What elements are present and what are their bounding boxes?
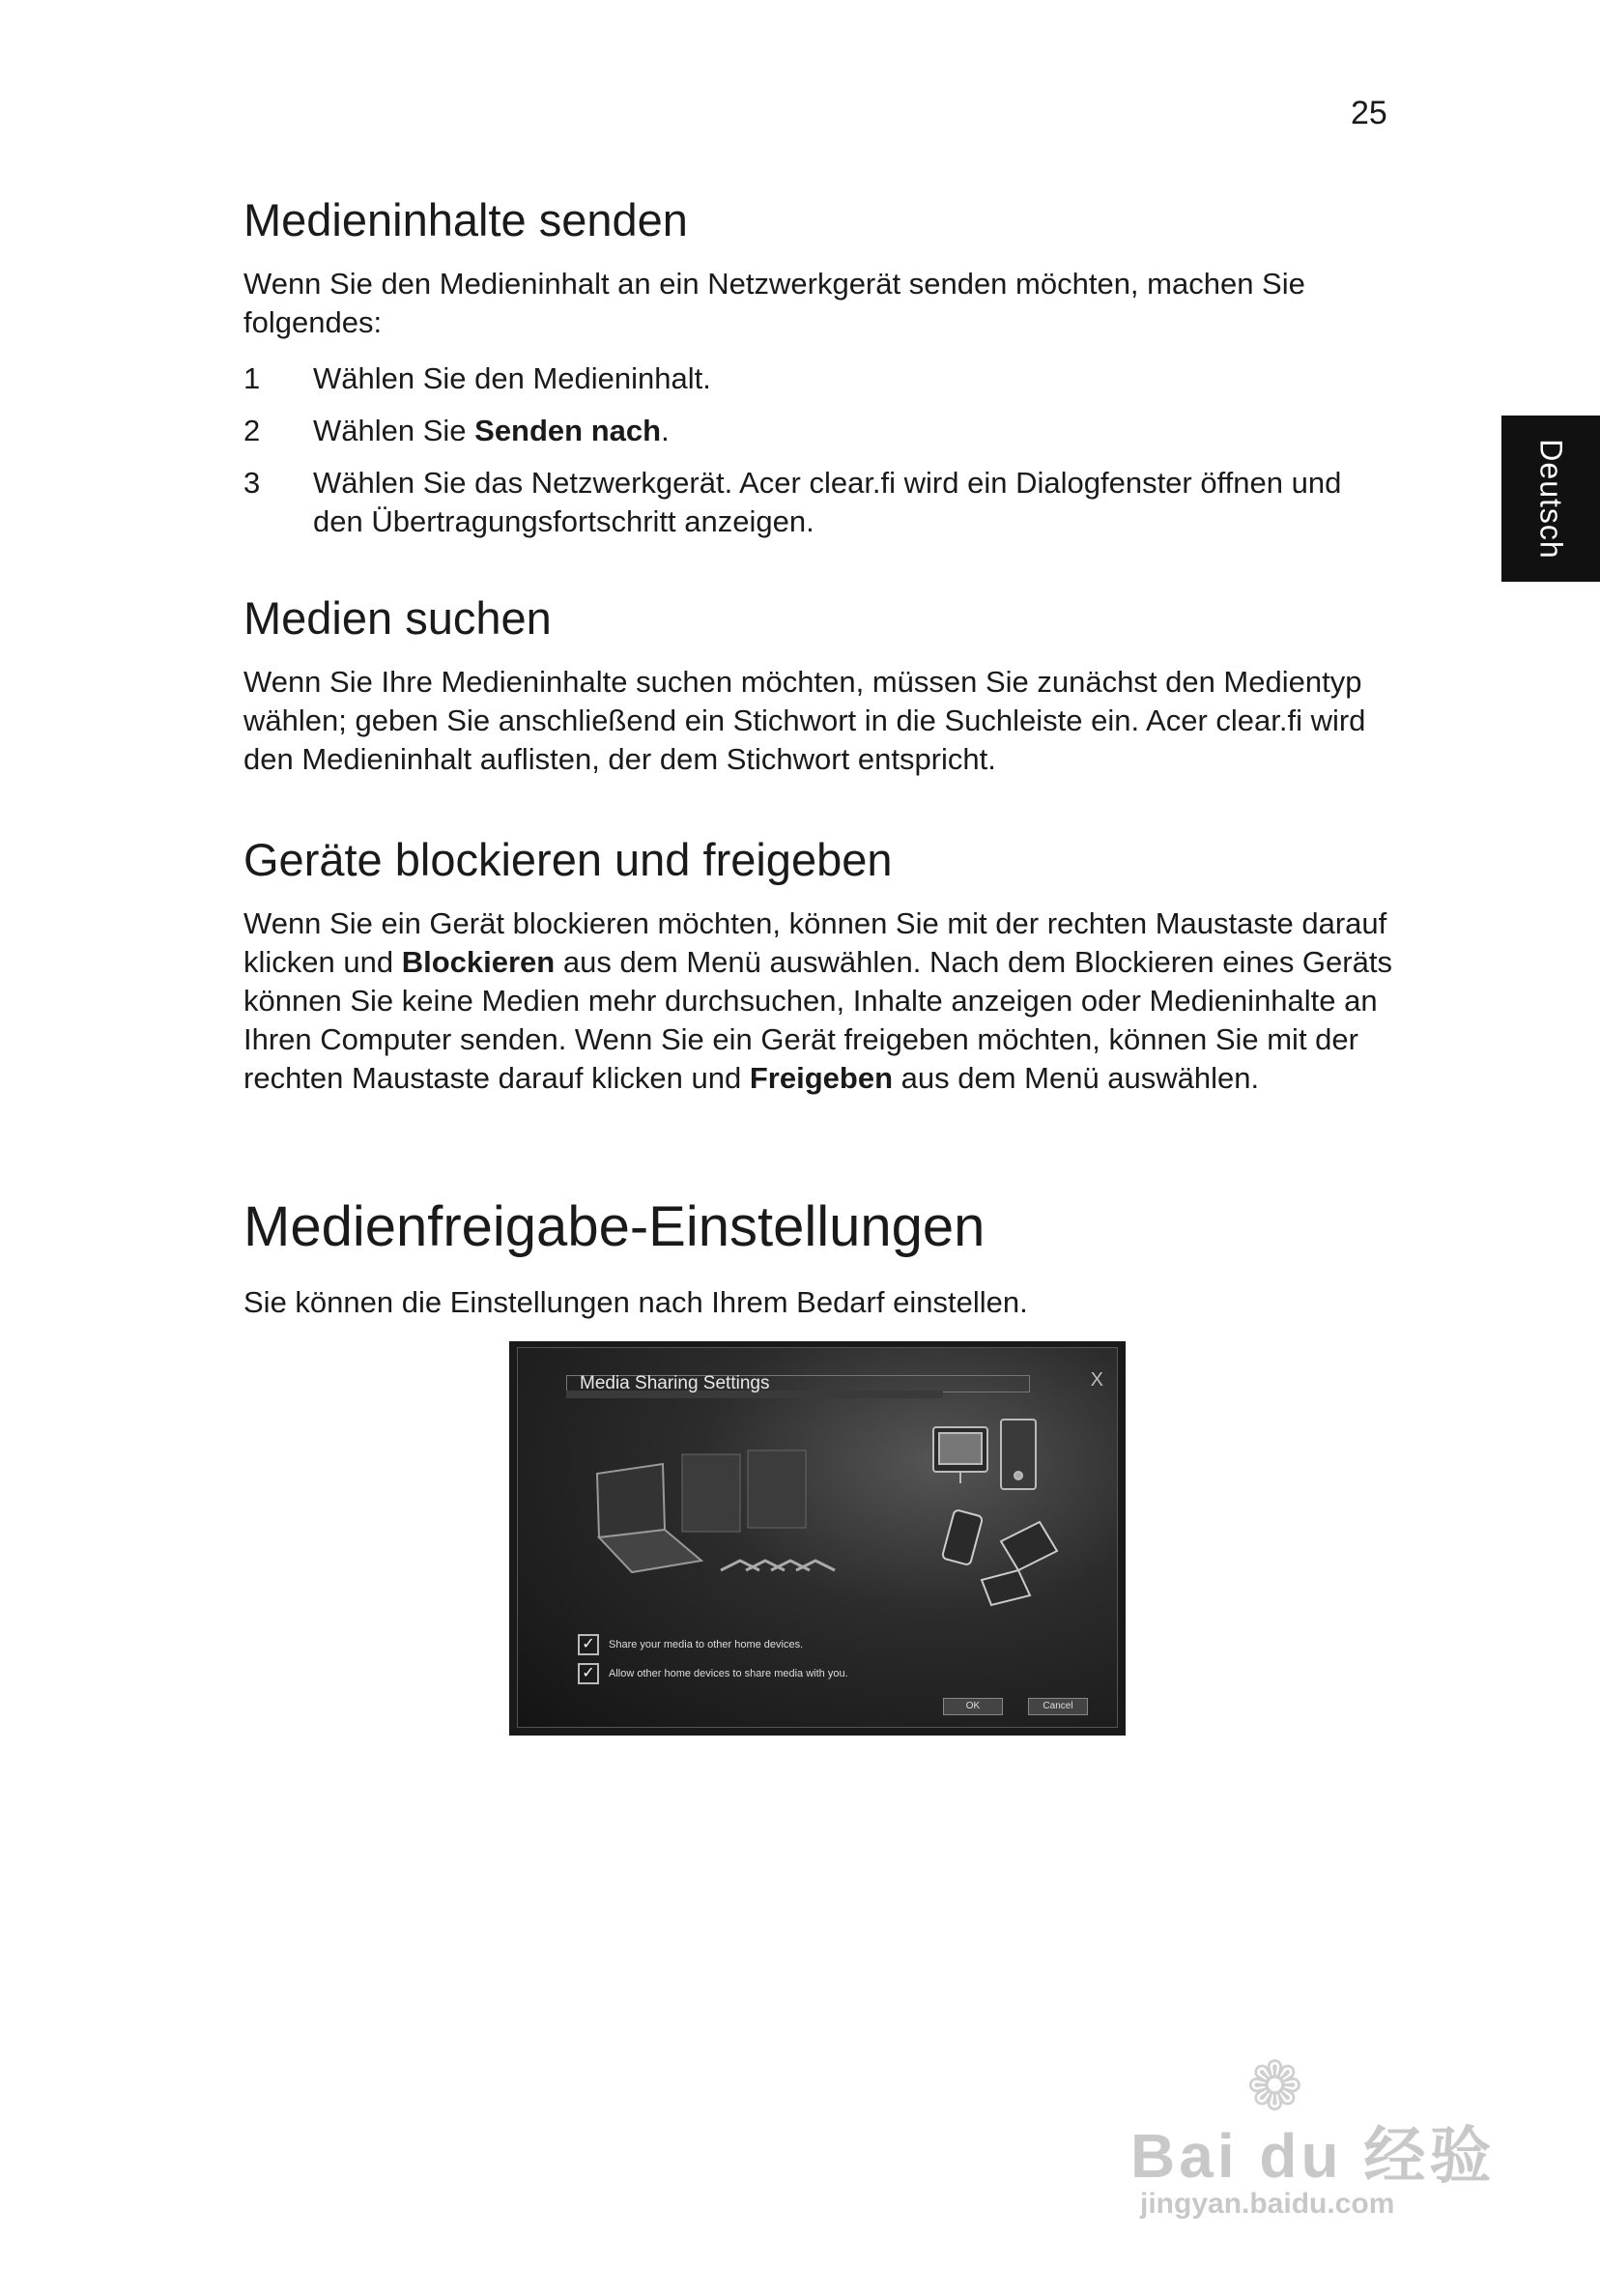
- settings-body: Sie können die Einstellungen nach Ihrem Bedarf einstellen.: [243, 1285, 1028, 1319]
- checkbox-share-media[interactable]: ✓: [578, 1634, 599, 1655]
- close-icon[interactable]: X: [1090, 1369, 1103, 1391]
- monitor-icon: [933, 1427, 987, 1483]
- media-thumbnail-1: [682, 1454, 740, 1532]
- dialog-window: [517, 1347, 1118, 1728]
- search-body: Wenn Sie Ihre Medieninhalte suchen möchten, müssen Sie zunächst den Medientyp wählen; geben Sie anschließend ein Stichwort in die Suchleiste ein. Acer clear.fi wird den Medieninhalt auflisten, der dem Stichwort entspricht.: [243, 665, 1366, 776]
- heading-block: Geräte blockieren und freigeben: [243, 834, 893, 885]
- allow-sharing-option[interactable]: ✓ Allow other home devices to share media with you.: [578, 1663, 848, 1684]
- netbook-icon: [982, 1522, 1057, 1605]
- paw-icon: ❁: [1246, 2049, 1303, 2124]
- transfer-arrows-icon: [721, 1561, 835, 1570]
- block-body: Wenn Sie ein Gerät blockieren möchten, können Sie mit der rechten Maustaste darauf klicken und Blockieren aus dem Menü auswählen. Nach dem Blockieren eines Geräts können Sie keine Medien mehr durchsuchen, Inhalte anzeigen oder Medieninhalte an Ihren Computer senden. Wenn Sie ein Gerät freigeben möchten, können Sie mit der rechten Maustaste darauf klicken und Freigeben aus dem Menü auswählen.: [243, 906, 1392, 1095]
- cancel-button[interactable]: Cancel: [1028, 1698, 1088, 1715]
- heading-send: Medieninhalte senden: [243, 194, 688, 245]
- phone-icon: [942, 1509, 983, 1565]
- ok-button[interactable]: OK: [943, 1698, 1003, 1715]
- page-number: 25: [1351, 95, 1387, 131]
- send-intro: Wenn Sie den Medieninhalt an ein Netzwerkgerät senden möchten, machen Sie folgendes:: [243, 267, 1305, 339]
- media-thumbnail-2: [748, 1450, 806, 1528]
- language-tab: Deutsch: [1501, 416, 1600, 582]
- checkbox-allow-sharing[interactable]: ✓: [578, 1663, 599, 1684]
- devices-illustration: [576, 1416, 1117, 1628]
- watermark-logo: Bai du 经验: [1130, 2121, 1496, 2191]
- heading-search: Medien suchen: [243, 592, 552, 644]
- dialog-title: Media Sharing Settings: [580, 1373, 770, 1393]
- desktop-tower-icon: [1001, 1420, 1036, 1489]
- watermark-url: jingyan.baidu.com: [1140, 2188, 1395, 2220]
- share-media-option[interactable]: ✓ Share your media to other home devices.: [578, 1634, 803, 1655]
- media-sharing-screenshot: [509, 1341, 1126, 1736]
- heading-settings: Medienfreigabe-Einstellungen: [243, 1195, 986, 1258]
